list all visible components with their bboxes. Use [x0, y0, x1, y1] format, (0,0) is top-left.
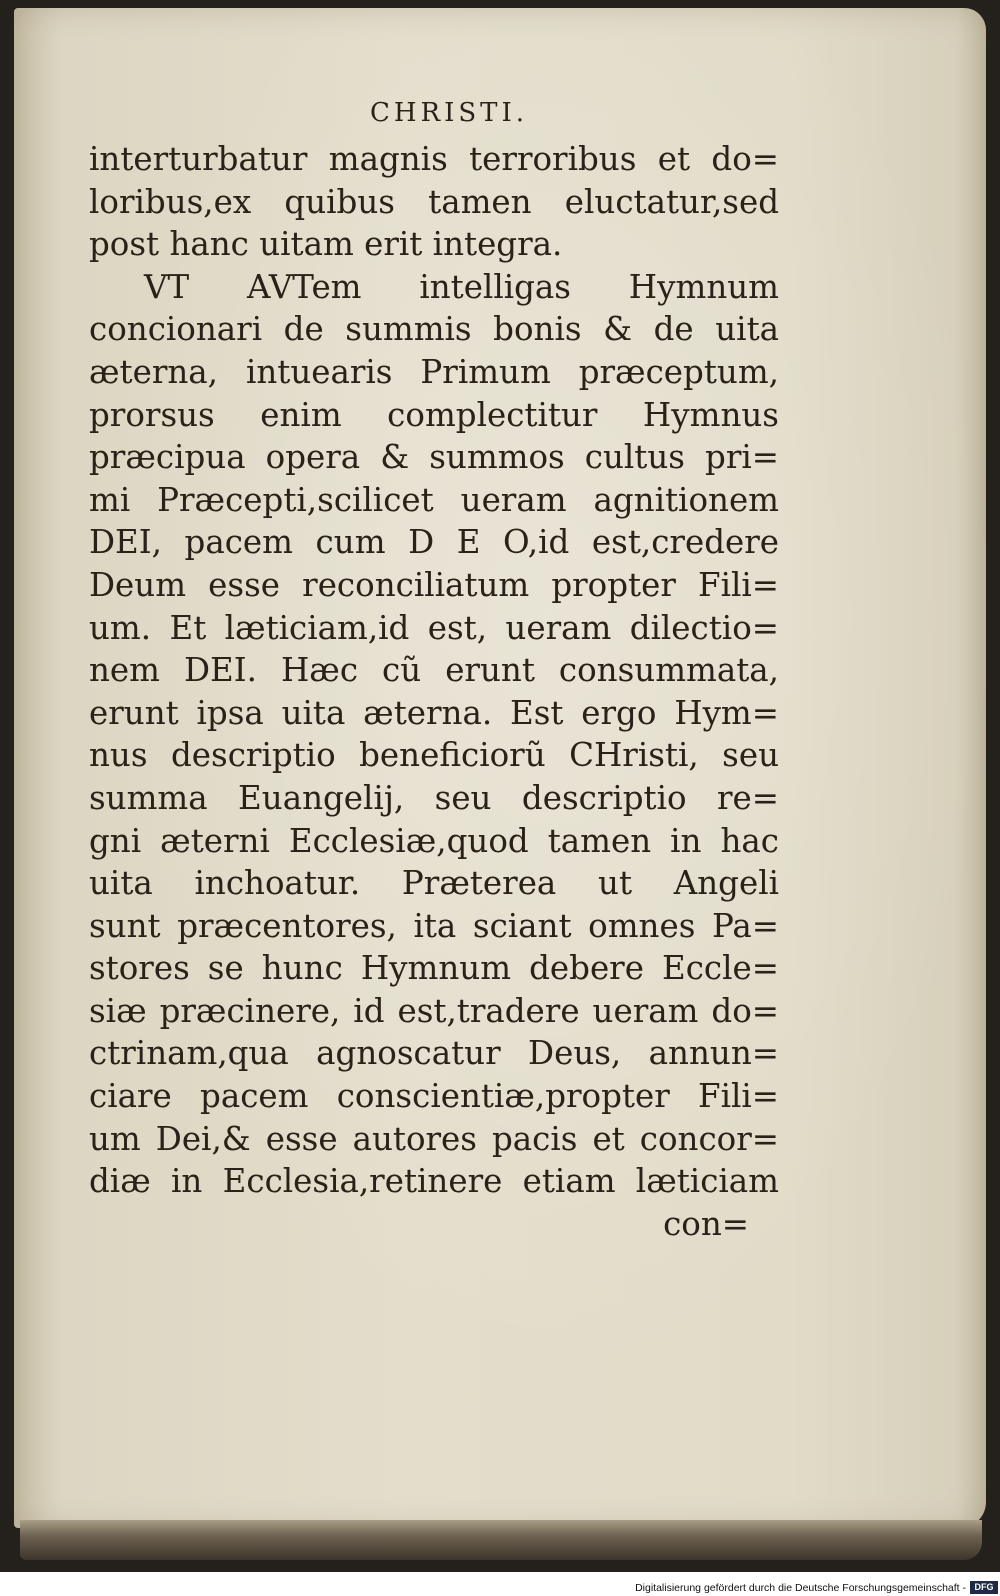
text-line: mi Præcepti,scilicet ueram agnitionem	[89, 480, 779, 519]
text-line: prorsus enim complectitur Hymnus	[89, 395, 779, 434]
text-line: gni æterni Ecclesiæ,quod tamen in hac	[89, 821, 779, 860]
text-line: siæ præcinere, id est,tradere ueram do=	[89, 991, 779, 1030]
text-line: uita inchoatur. Præterea ut Angeli	[89, 864, 779, 903]
text-line: post hanc uitam erit integra.	[89, 225, 563, 264]
dfg-logo: DFG	[970, 1581, 998, 1594]
text-line: um. Et læticiam,id est, ueram dilectio=	[89, 608, 779, 647]
text-line: erunt ipsa uita æterna. Est ergo Hym=	[89, 693, 779, 732]
book-page	[14, 8, 986, 1528]
text-line: præcipua opera & summos cultus pri=	[89, 438, 779, 477]
page-bottom-edge	[20, 1520, 982, 1560]
text-line: nem DEI. Hæc cũ erunt consummata,	[89, 651, 779, 690]
text-line: Deum esse reconciliatum propter Fili=	[89, 565, 779, 604]
catchword: con=	[663, 1204, 749, 1243]
text-line: diæ in Ecclesia,retinere etiam læticiam	[89, 1162, 779, 1201]
digitization-credit: Digitalisierung gefördert durch die Deutsche Forschungsgemeinschaft -	[635, 1582, 966, 1594]
text-line: interturbatur magnis terroribus et do=	[89, 140, 779, 178]
text-line: nus descriptio beneficiorũ CHristi, seu	[89, 736, 779, 775]
text-line: sunt præcentores, ita sciant omnes Pa=	[89, 906, 779, 945]
text-line: stores se hunc Hymnum debere Eccle=	[89, 949, 779, 988]
text-line: um Dei,& esse autores pacis et concor=	[89, 1119, 779, 1158]
text-line: summa Euangelij, seu descriptio re=	[89, 778, 779, 817]
paragraph-start-line: VT AVTem intelligas Hymnum	[144, 267, 779, 306]
running-head: CHRISTI.	[369, 98, 529, 128]
text-line: æterna, intuearis Primum præceptum,	[89, 352, 779, 391]
text-line: ctrinam,qua agnoscatur Deus, annun=	[89, 1034, 779, 1073]
text-line: loribus,ex quibus tamen eluctatur,sed	[89, 182, 779, 221]
text-line: concionari de summis bonis & de uita	[89, 310, 779, 349]
text-line: DEI, pacem cum D E O,id est,credere	[89, 523, 779, 562]
text-block	[89, 98, 779, 1245]
text-line: ciare pacem conscientiæ,propter Fili=	[89, 1077, 779, 1116]
